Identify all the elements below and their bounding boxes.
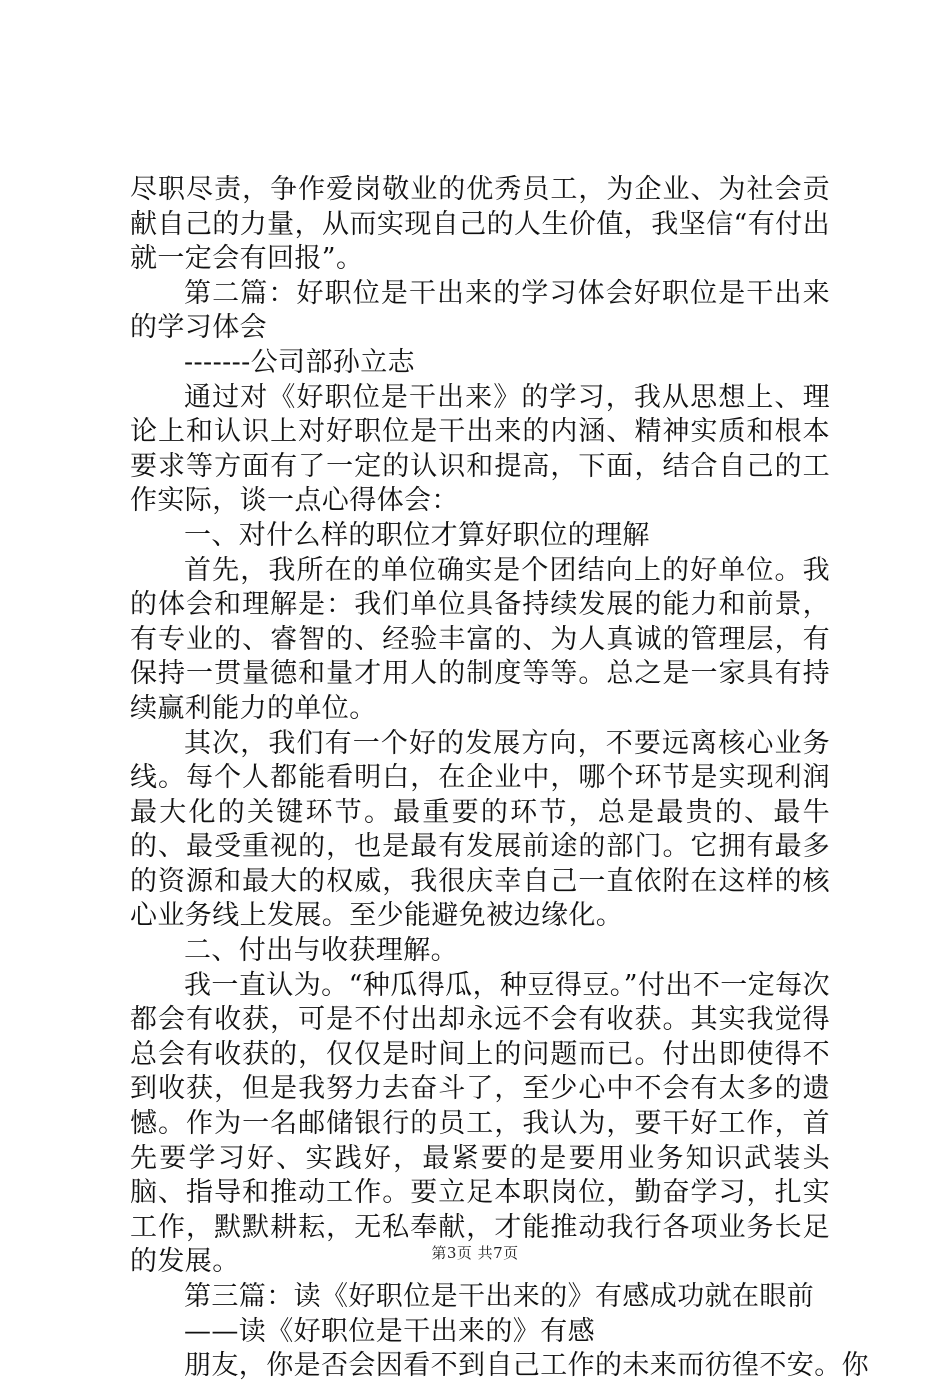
author-line: -------公司部孙立志 [184,346,416,378]
paragraph: 通过对《好职位是干出来》的学习，我从思想上、理论上和认识上对好职位是干出来的内涵、精神实质和根本要求等方面有了一定的认识和提高，下面，结合自己的工作实际，谈一点心得体会： [130,381,830,517]
section-heading-part-two: 第二篇：好职位是干出来的学习体会好职位是干出来的学习体会 [130,277,830,344]
document-body [130,173,869,1384]
section-subtitle: ——读《好职位是干出来的》有感 [184,1315,595,1347]
paragraph: 其次，我们有一个好的发展方向，不要远离核心业务线。每个人都能看明白，在企业中，哪个环节是实现利润最大化的关键环节。最重要的环节，总是最贵的、最牛的、最受重视的，也是最有发展前途的部门。它拥有最多的资源和最大的权威，我很庆幸自己一直依附在这样的核心业务线上发展。至少能避免被边缘化。 [130,727,830,932]
paragraph: 首先，我所在的单位确实是个团结向上的好单位。我的体会和理解是：我们单位具备持续发展的能力和前景，有专业的、睿智的、经验丰富的、为人真诚的管理层，有保持一贯量德和量才用人的制度等等。总之是一家具有持续赢利能力的单位。 [130,554,830,724]
paragraph-continuation: 尽职尽责，争作爱岗敬业的优秀员工，为企业、为社会贡献自己的力量，从而实现自己的人生价值，我坚信“有付出就一定会有回报”。 [130,174,830,275]
paragraph: 朋友，你是否会因看不到自己工作的未来而彷徨不安。你 [184,1350,869,1382]
page-number-footer: 第3页 共7页 [431,1244,519,1262]
section-heading-part-three: 第三篇：读《好职位是干出来的》有感成功就在眼前 [184,1281,815,1312]
subheading: 二、付出与收获理解。 [184,935,458,967]
subheading: 一、对什么样的职位才算好职位的理解 [184,519,650,551]
paragraph: 我一直认为。“种瓜得瓜，种豆得豆。”付出不一定每次都会有收获，可是不付出却永远不会有收获。其实我觉得总会有收获的，仅仅是时间上的问题而已。付出即使得不到收获，但是我努力去奋斗了，至少心中不会有太多的遗憾。作为一名邮储银行的员工，我认为，要干好工作，首先要学习好、实践好，最紧要的是要用业务知识武装头脑、指导和推动工作。要立足本职岗位，勤奋学习，扎实工作，默默耕耘，无私奉献，才能推动我行各项业务长足的发展。 [130,969,830,1278]
